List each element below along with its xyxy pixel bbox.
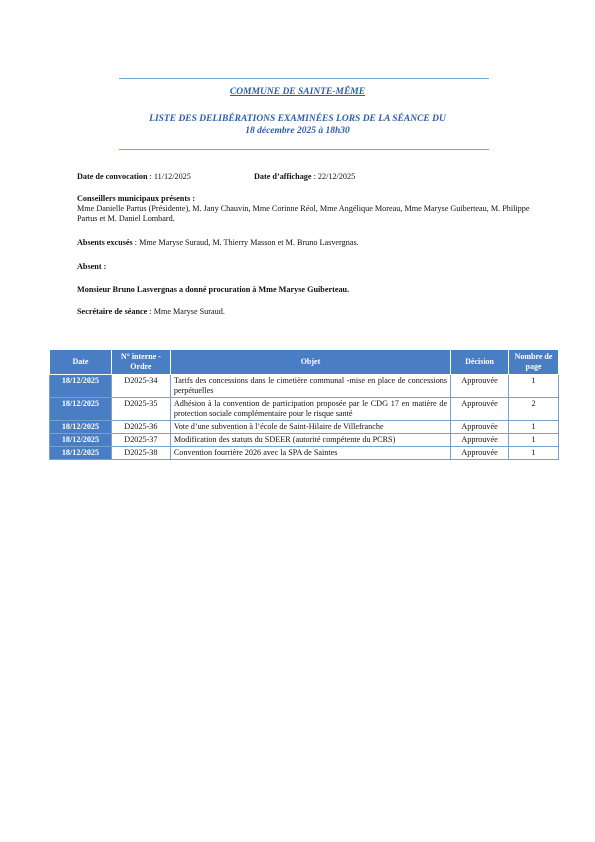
header-decision: Décision <box>451 350 509 375</box>
excuses-label: Absents excusés <box>77 238 133 247</box>
dates-line <box>77 172 532 182</box>
header-date: Date <box>50 350 112 375</box>
cell-pages: 2 <box>509 398 559 421</box>
cell-objet: Vote d’une subvention à l’école de Saint-Hilaire de Villefranche <box>170 421 450 434</box>
document-title <box>0 113 595 137</box>
table-row <box>50 398 559 421</box>
deliberations-table <box>49 349 559 460</box>
cell-decision: Approuvée <box>451 434 509 447</box>
top-rule <box>119 78 489 79</box>
title-line-1: LISTE DES DELIBÉRATIONS EXAMINÉES LORS DE LA SÉANCE DU <box>149 114 446 124</box>
presents-section <box>77 194 532 224</box>
header-numero: N° interne - Ordre <box>111 350 170 375</box>
convocation-label: Date de convocation <box>77 172 148 181</box>
excuses-section <box>77 238 532 248</box>
cell-pages: 1 <box>509 375 559 398</box>
cell-numero: D2025-34 <box>111 375 170 398</box>
absent-label: Absent : <box>77 262 107 271</box>
secretaire-text: : Mme Maryse Suraud. <box>147 307 225 316</box>
header-pages: Nombre de page <box>509 350 559 375</box>
cell-pages: 1 <box>509 434 559 447</box>
cell-decision: Approuvée <box>451 398 509 421</box>
cell-numero: D2025-35 <box>111 398 170 421</box>
cell-pages: 1 <box>509 447 559 460</box>
excuses-text: : Mme Maryse Suraud, M. Thierry Masson et M. Bruno Lasvergnas. <box>132 238 359 247</box>
cell-decision: Approuvée <box>451 447 509 460</box>
procuration-text: Monsieur Bruno Lasvergnas a donné procuration à Mme Maryse Guiberteau. <box>77 285 350 294</box>
affichage-date <box>254 172 355 182</box>
secretaire-label: Secrétaire de séance <box>77 307 148 316</box>
table-row <box>50 421 559 434</box>
title-rule <box>119 149 489 150</box>
affichage-label: Date d’affichage <box>254 172 312 181</box>
cell-date: 18/12/2025 <box>50 447 112 460</box>
cell-numero: D2025-37 <box>111 434 170 447</box>
table-header-row <box>50 350 559 375</box>
cell-date: 18/12/2025 <box>50 421 112 434</box>
cell-objet: Tarifs des concessions dans le cimetière communal -mise en place de concessions perpétuelles <box>170 375 450 398</box>
table-row <box>50 375 559 398</box>
header-objet: Objet <box>170 350 450 375</box>
convocation-date <box>77 172 191 181</box>
cell-objet: Convention fourrière 2026 avec la SPA de Saintes <box>170 447 450 460</box>
cell-date: 18/12/2025 <box>50 398 112 421</box>
title-line-2: 18 décembre 2025 à 18h30 <box>245 126 350 136</box>
cell-numero: D2025-36 <box>111 421 170 434</box>
cell-date: 18/12/2025 <box>50 375 112 398</box>
cell-date: 18/12/2025 <box>50 434 112 447</box>
presents-text: Mme Danielle Partus (Présidente), M. Jany Chauvin, Mme Corinne Réol, Mme Angélique Moreau, Mme Maryse Guiberteau, M. Philippe Partus et M. Daniel Lombard. <box>77 204 530 223</box>
secretaire-section <box>77 307 532 317</box>
cell-objet: Modification des statuts du SDEER (autorité compétente du PCRS) <box>170 434 450 447</box>
convocation-value: : 11/12/2025 <box>147 172 191 181</box>
cell-pages: 1 <box>509 421 559 434</box>
cell-objet: Adhésion à la convention de participation proposée par le CDG 17 en matière de protection sociale complémentaire pour le risque santé <box>170 398 450 421</box>
cell-numero: D2025-38 <box>111 447 170 460</box>
table-row <box>50 447 559 460</box>
affichage-value: : 22/12/2025 <box>311 172 356 181</box>
table-row <box>50 434 559 447</box>
commune-name: COMMUNE DE SAINTE-MÊME <box>229 87 366 97</box>
cell-decision: Approuvée <box>451 375 509 398</box>
presents-label: Conseillers municipaux présents : <box>77 194 196 203</box>
cell-decision: Approuvée <box>451 421 509 434</box>
